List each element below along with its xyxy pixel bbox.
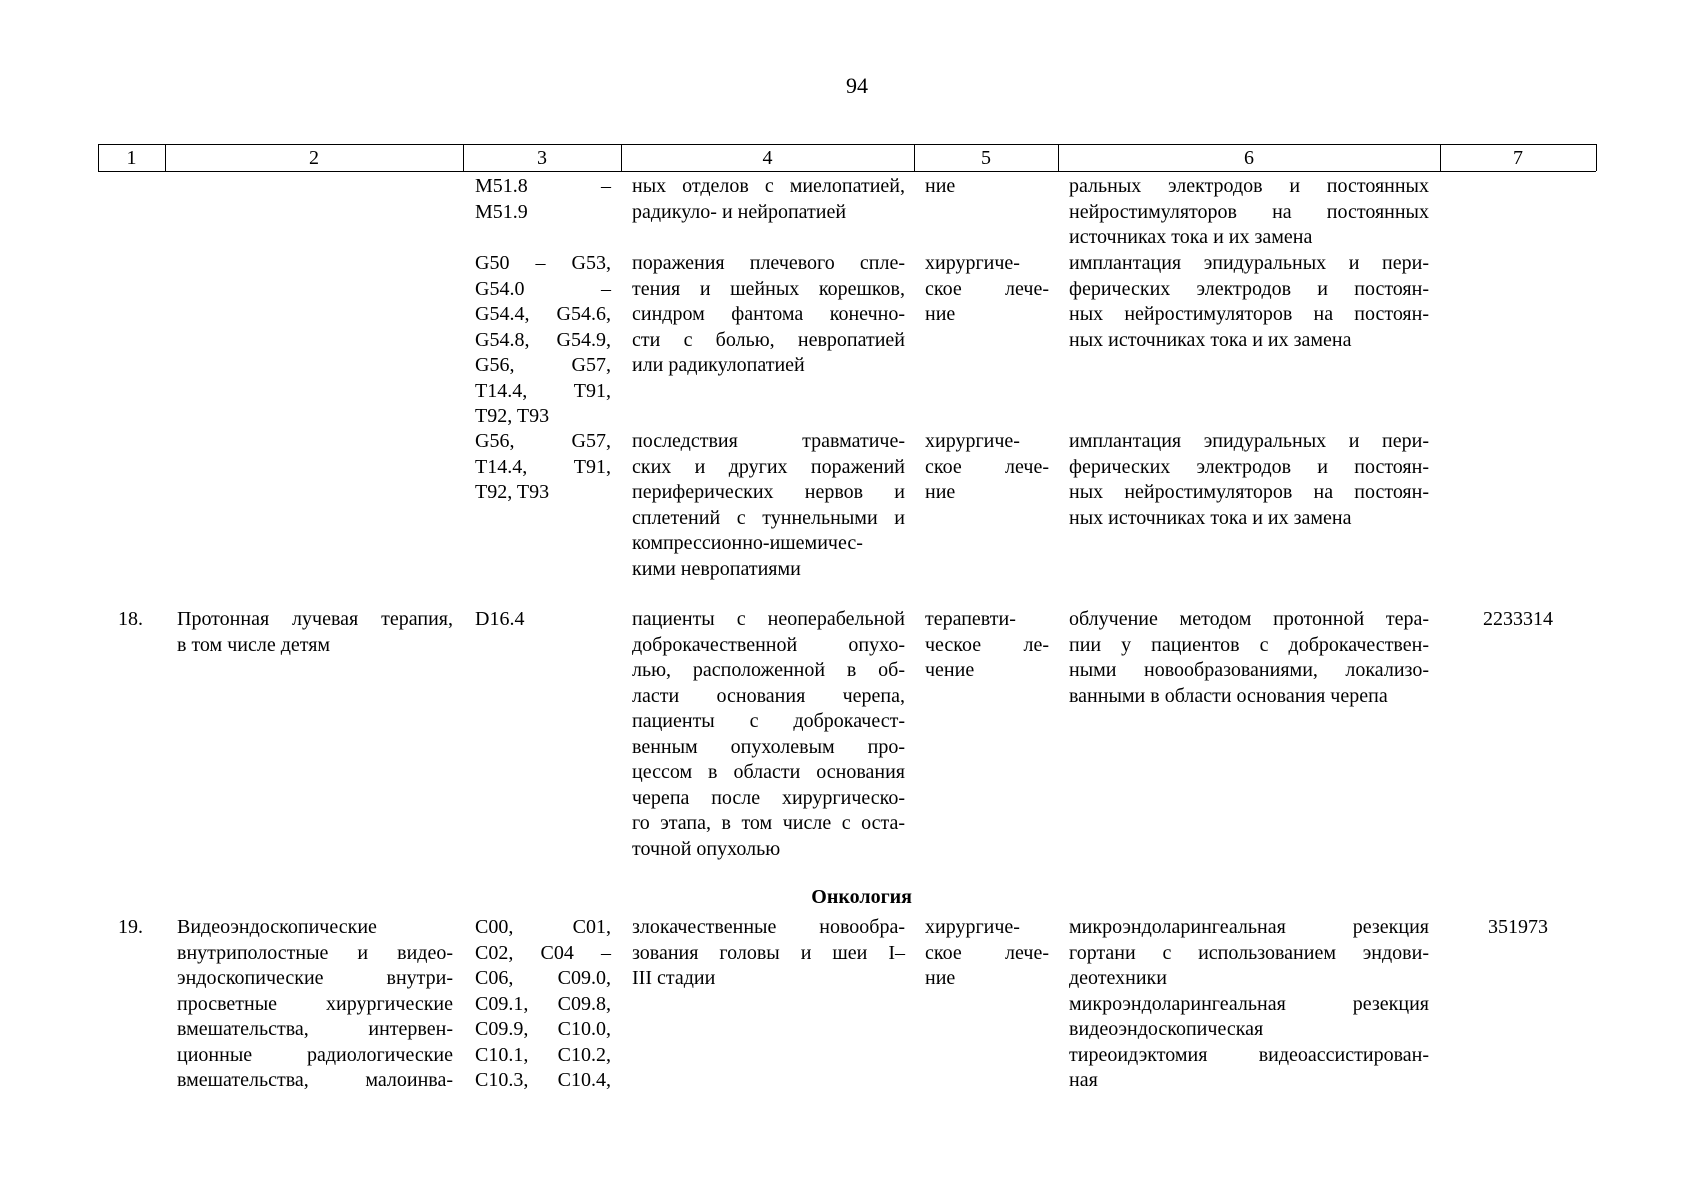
- method-cell: микроэндоларингеальная резекция гортани с использованием эндови- деотехники микроэндоларингеальная резекция видеоэндоскопическая тиреоидэктомия видеоассистирован- ная: [1069, 916, 1429, 1091]
- method-cell: имплантация эпидуральных и пери- ферических электродов и постоян- ных нейростимуляторов на постоян- ных источниках тока и их замена: [1069, 252, 1429, 351]
- header-col-2: 2: [309, 147, 319, 169]
- procedure-name-cell: Протонная лучевая терапия, в том числе детям: [177, 608, 453, 656]
- diagnosis-cell: злокачественные новообра- зования головы и шеи I– III стадии: [632, 916, 905, 989]
- header-col-3: 3: [537, 147, 547, 169]
- row-number: 19.: [118, 916, 143, 938]
- treatment-type-cell: хирургиче- ское лече- ние: [925, 916, 1049, 989]
- treatment-type-cell: ние: [925, 175, 956, 197]
- codes-cell: G56, G57, T14.4, T91, T92, T93: [475, 430, 611, 503]
- section-title: Онкология: [811, 886, 912, 908]
- diagnosis-cell: пациенты с неоперабельной доброкачественной опухо- лью, расположенной в об- ласти основания черепа, пациенты с доброкачест- венным опухолевым про- цессом в области основания черепа после хирургическо- го этапа, в том числе с оста- точной опухолью: [632, 608, 905, 860]
- header-col-6: 6: [1244, 147, 1254, 169]
- header-col-7: 7: [1513, 147, 1523, 169]
- treatment-type-cell: хирургиче- ское лече- ние: [925, 430, 1049, 503]
- method-cell: имплантация эпидуральных и пери- ферических электродов и постоян- ных нейростимуляторов на постоян- ных источниках тока и их замена: [1069, 430, 1429, 529]
- cost-cell: 2233314: [1483, 608, 1553, 630]
- codes-cell: M51.8 – M51.9: [475, 175, 611, 223]
- diagnosis-cell: последствия травматиче- ских и других поражений периферических нервов и сплетений с туннельными и компрессионно-ишемичес- кими невропатиями: [632, 430, 905, 580]
- diagnosis-cell: поражения плечевого спле- тения и шейных корешков, синдром фантома конечно- сти с болью, невропатией или радикулопатией: [632, 252, 905, 376]
- header-col-4: 4: [762, 147, 773, 169]
- header-col-5: 5: [981, 147, 991, 169]
- row-number: 18.: [118, 608, 143, 630]
- page-number: 94: [846, 73, 868, 98]
- codes-cell: D16.4: [475, 608, 525, 630]
- treatment-type-cell: хирургиче- ское лече- ние: [925, 252, 1049, 325]
- codes-cell: C00, C01, C02, C04 – C06, C09.0, C09.1, C09.8, C09.9, C10.0, C10.1, C10.2, C10.3, C10.4,: [475, 916, 611, 1091]
- codes-cell: G50 – G53, G54.0 – G54.4, G54.6, G54.8, G54.9, G56, G57, T14.4, T91, T92, T93: [475, 252, 611, 427]
- cost-cell: 351973: [1488, 916, 1548, 938]
- method-cell: ральных электродов и постоянных нейростимуляторов на постоянных источниках тока и их замена: [1069, 175, 1429, 248]
- procedure-name-cell: Видеоэндоскопические внутриполостные и видео- эндоскопические внутри- просветные хирургические вмешательства, интервен- ционные радиологические вмешательства, малоинва-: [177, 916, 453, 1091]
- header-col-1: 1: [126, 147, 137, 169]
- treatment-type-cell: терапевти- ческое ле- чение: [925, 608, 1049, 681]
- method-cell: облучение методом протонной тера- пии у пациентов с доброкачествен- ными новообразованиями, локализо- ванными в области основания черепа: [1069, 608, 1429, 707]
- diagnosis-cell: ных отделов с миелопатией, радикуло- и нейропатией: [632, 175, 905, 223]
